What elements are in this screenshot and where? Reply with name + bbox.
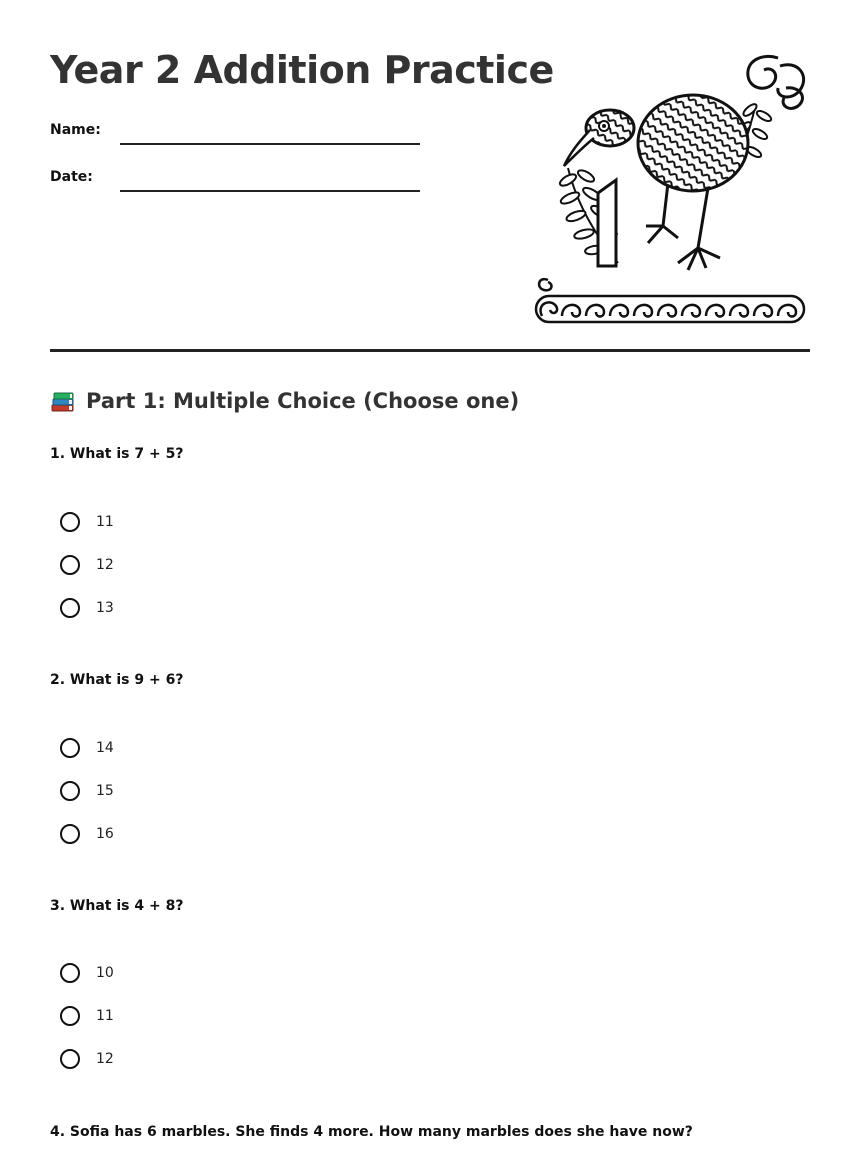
option-label: 12 [96,557,114,573]
option-q3-a[interactable] [60,960,114,986]
date-label: Date: [50,169,93,185]
name-label: Name: [50,122,101,138]
option-q3-b[interactable] [60,1003,114,1029]
option-label: 15 [96,783,114,799]
header-divider [50,349,810,352]
books-icon [50,388,76,414]
option-label: 11 [96,1008,114,1024]
date-field[interactable] [50,169,430,199]
page-title: Year 2 Addition Practice [50,48,554,92]
kiwi-number-one-icon [528,48,813,333]
option-label: 16 [96,826,114,842]
option-label: 11 [96,514,114,530]
date-line[interactable] [120,190,420,192]
option-q2-b[interactable] [60,778,114,804]
name-field[interactable] [50,122,430,152]
option-label: 13 [96,600,114,616]
option-q1-b[interactable] [60,552,114,578]
part1-heading-text: Part 1: Multiple Choice (Choose one) [86,389,520,413]
part1-heading [50,388,519,414]
option-label: 10 [96,965,114,981]
radio-button[interactable] [60,963,80,983]
question-4: 4. Sofia has 6 marbles. She finds 4 more. How many marbles does she have now? [50,1124,693,1140]
option-q2-c[interactable] [60,821,114,847]
question-2: 2. What is 9 + 6? [50,672,184,688]
radio-button[interactable] [60,1049,80,1069]
question-1: 1. What is 7 + 5? [50,446,184,462]
option-q1-c[interactable] [60,595,114,621]
name-line[interactable] [120,143,420,145]
radio-button[interactable] [60,555,80,575]
radio-button[interactable] [60,598,80,618]
option-q1-a[interactable] [60,509,114,535]
option-label: 14 [96,740,114,756]
question-3: 3. What is 4 + 8? [50,898,184,914]
radio-button[interactable] [60,824,80,844]
option-q3-c[interactable] [60,1046,114,1072]
option-label: 12 [96,1051,114,1067]
radio-button[interactable] [60,1006,80,1026]
radio-button[interactable] [60,512,80,532]
option-q2-a[interactable] [60,735,114,761]
radio-button[interactable] [60,738,80,758]
radio-button[interactable] [60,781,80,801]
